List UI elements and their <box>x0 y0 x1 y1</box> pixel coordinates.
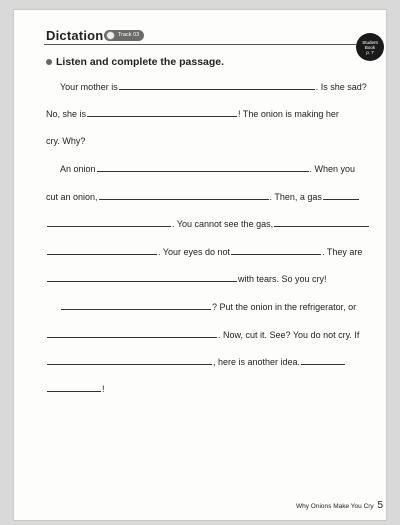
passage-text: . When you <box>309 164 356 174</box>
blank[interactable] <box>99 191 269 200</box>
cd-icon <box>106 31 115 40</box>
section-title: Dictation <box>46 28 104 43</box>
instruction <box>46 56 224 68</box>
blank[interactable] <box>47 273 237 282</box>
passage-line-1 <box>60 80 390 94</box>
badge-line-3: p. 7 <box>366 49 374 55</box>
instruction-text: Listen and complete the passage. <box>56 56 225 68</box>
student-book-badge <box>356 33 384 61</box>
passage-text: cry. Why? <box>46 136 86 146</box>
passage-line-2 <box>46 107 376 121</box>
blank[interactable] <box>47 218 171 227</box>
passage-text: , here is another idea. <box>213 357 301 367</box>
track-label: Track 03 <box>118 32 140 38</box>
worksheet-page <box>14 10 386 520</box>
blank[interactable] <box>301 356 345 365</box>
passage-line-9 <box>60 300 390 314</box>
passage-text: . Now, cut it. See? You do not cry. If <box>218 330 360 340</box>
blank[interactable] <box>97 163 309 172</box>
passage-text: cut an onion, <box>46 192 98 202</box>
blank[interactable] <box>47 383 101 392</box>
passage-line-10 <box>46 328 376 342</box>
footer-title: Why Onions Make You Cry <box>296 503 374 510</box>
passage-text: . Then, a gas <box>269 192 322 202</box>
blank[interactable] <box>119 81 315 90</box>
passage-line-4 <box>60 162 390 176</box>
passage-text: . They are <box>322 247 363 257</box>
passage-text: . Your eyes do not <box>158 247 231 257</box>
blank[interactable] <box>274 218 369 227</box>
blank[interactable] <box>61 301 211 310</box>
badge-line-2: Book <box>364 44 376 50</box>
passage-text: ! <box>102 384 105 394</box>
header-rule <box>44 44 356 45</box>
blank[interactable] <box>47 246 157 255</box>
passage-text: ? Put the onion in the refrigerator, or <box>212 302 357 312</box>
passage-line-3 <box>46 134 376 148</box>
passage-text: An onion <box>60 164 96 174</box>
passage-line-5 <box>46 190 376 204</box>
track-badge[interactable] <box>104 30 144 41</box>
blank[interactable] <box>323 191 359 200</box>
passage-line-6 <box>46 217 376 231</box>
badge-line-1: Student <box>362 39 378 45</box>
page-number: 5 <box>377 500 384 511</box>
blank[interactable] <box>47 356 212 365</box>
passage-line-12 <box>46 382 376 396</box>
passage-line-11 <box>46 355 376 369</box>
page-footer <box>296 500 383 511</box>
blank[interactable] <box>47 329 217 338</box>
passage-text: with tears. So you cry! <box>238 274 327 284</box>
passage-text: . You cannot see the gas, <box>172 219 274 229</box>
passage-line-8 <box>46 272 376 286</box>
passage-text: No, she is <box>46 109 87 119</box>
bullet-icon <box>46 59 52 65</box>
section-header <box>14 28 386 52</box>
blank[interactable] <box>87 108 237 117</box>
blank[interactable] <box>231 246 321 255</box>
passage-text: . Is she sad? <box>315 82 367 92</box>
passage-text: ! The onion is making her <box>238 109 339 119</box>
passage-line-7 <box>46 245 376 259</box>
passage-text: Your mother is <box>60 82 118 92</box>
